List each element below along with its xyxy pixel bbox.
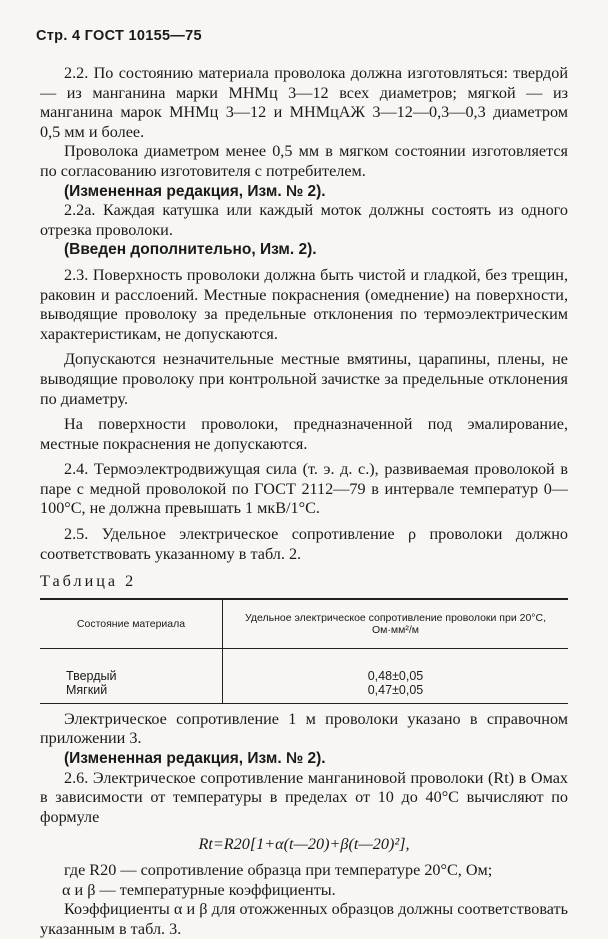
table-cell-value: 0,48±0,05 <box>367 668 424 683</box>
clause-2-4: 2.4. Термоэлектродвижущая сила (т. э. д. с.), развиваемая проволокой в паре с медной проволокой по ГОСТ 2112—79 в интервале температур 0—100°С, не должна превышать 1 мкВ/1°С. <box>40 460 568 518</box>
table-header-resistivity: Удельное электрическое сопротивление проволоки при 20°С, Ом·мм²/м <box>223 599 569 649</box>
clause-2-2: 2.2. По состоянию материала проволока должна изготовляться: твердой — из манганина марки МНМц 3—12 всех диаметров; мягкой — из манганина марок МНМц 3—12 и МНМцАЖ 3—12—0,3—0,3 диаметром 0,5 мм и более. <box>40 64 568 141</box>
table-row <box>40 683 568 704</box>
clause-2-3-note: На поверхности проволоки, предназначенной под эмалирование, местные покраснения не допускаются. <box>40 415 568 453</box>
amendment-note: (Измененная редакция, Изм. № 2). <box>64 750 326 768</box>
formula-where-line: где R20 — сопротивление образца при температуре 20°С, Ом; <box>64 861 493 879</box>
table-header-row <box>40 599 568 649</box>
formula-where-line: α и β — температурные коэффициенты. <box>62 880 336 899</box>
clause-2-2a: 2.2а. Каждая катушка или каждый моток должны состоять из одного отрезка проволоки. <box>40 201 568 239</box>
resistivity-table <box>40 598 568 704</box>
clause-2-3: 2.3. Поверхность проволоки должна быть чистой и гладкой, без трещин, раковин и расслоений. Местные покраснения (омеднение) на поверхности, выводящие проволоку за предельные отклонения по термоэлектрическим характеристикам, не допускаются. <box>40 265 568 343</box>
table-caption: Таблица 2 <box>40 572 137 591</box>
page-header: Стр. 4 ГОСТ 10155—75 <box>36 28 202 44</box>
clause-2-3-note: Допускаются незначительные местные вмятины, царапины, плены, не выводящие проволоку при контрольной зачистке за предельные отклонения по диаметру. <box>40 350 568 408</box>
clause-2-6-note: Коэффициенты α и β для отожженных образцов должны соответствовать указанным в табл. 3. <box>40 900 568 938</box>
amendment-note: (Введен дополнительно, Изм. 2). <box>64 241 317 259</box>
table-cell-state: Твердый <box>40 648 223 683</box>
amendment-note: (Измененная редакция, Изм. № 2). <box>64 182 326 200</box>
table-row <box>40 648 568 683</box>
clause-2-6: 2.6. Электрическое сопротивление манганиновой проволоки (Rt) в Омах в зависимости от температуры в пределах от 10 до 40°С вычисляют по формуле <box>40 768 568 826</box>
table-cell-state: Мягкий <box>40 683 223 704</box>
clause-2-5: 2.5. Удельное электрическое сопротивление ρ проволоки должно соответствовать указанному в табл. 2. <box>40 525 568 563</box>
document-body <box>40 64 568 939</box>
table-cell-value: 0,47±0,05 <box>223 683 569 704</box>
table-header-state: Состояние материала <box>40 599 223 649</box>
clause-2-2-note: Проволока диаметром менее 0,5 мм в мягком состоянии изготовляется по согласованию изготовителя с потребителем. <box>40 142 568 180</box>
clause-2-5-note: Электрическое сопротивление 1 м проволоки указано в справочном приложении 3. <box>40 709 568 748</box>
resistance-formula: Rt=R20[1+α(t—20)+β(t—20)²], <box>198 835 410 854</box>
